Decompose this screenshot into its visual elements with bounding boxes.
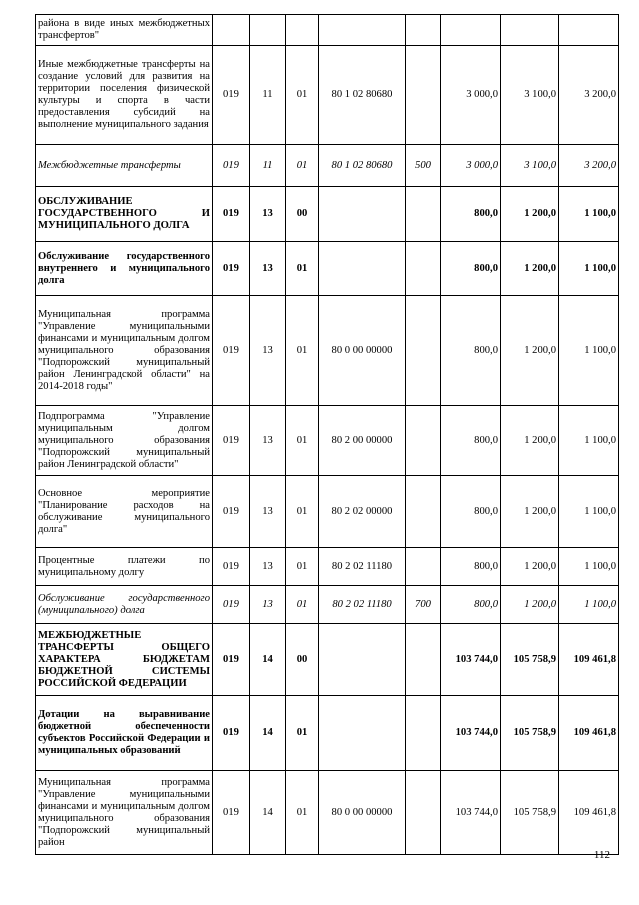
row-year1: 800,0	[441, 296, 501, 406]
row-name: Основное мероприятие "Планирование расходов на обслуживание муниципального долга"	[36, 476, 213, 548]
row-rz: 14	[250, 624, 286, 696]
row-year2: 1 200,0	[501, 187, 559, 242]
row-csr: 80 2 00 00000	[319, 406, 406, 476]
row-ved: 019	[213, 696, 250, 771]
row-year1: 800,0	[441, 476, 501, 548]
row-vr	[406, 406, 441, 476]
row-rz: 11	[250, 46, 286, 145]
row-vr	[406, 624, 441, 696]
row-year3: 1 100,0	[559, 586, 619, 624]
row-csr: 80 0 00 00000	[319, 296, 406, 406]
row-csr: 80 1 02 80680	[319, 46, 406, 145]
row-year3: 1 100,0	[559, 406, 619, 476]
row-csr	[319, 242, 406, 296]
table-row	[36, 586, 619, 624]
row-rz: 14	[250, 696, 286, 771]
row-name: Обслуживание государственного (муниципального) долга	[36, 586, 213, 624]
row-year3: 109 461,8	[559, 624, 619, 696]
row-rz: 13	[250, 586, 286, 624]
row-year3: 1 100,0	[559, 242, 619, 296]
row-name: района в виде иных межбюджетных трансфертов"	[36, 15, 213, 46]
row-name: ОБСЛУЖИВАНИЕ ГОСУДАРСТВЕННОГО И МУНИЦИПАЛЬНОГО ДОЛГА	[36, 187, 213, 242]
row-vr	[406, 771, 441, 855]
row-year3: 3 200,0	[559, 46, 619, 145]
row-year3: 109 461,8	[559, 696, 619, 771]
row-year1	[441, 15, 501, 46]
row-ved: 019	[213, 187, 250, 242]
row-ved: 019	[213, 548, 250, 586]
row-year1: 3 000,0	[441, 46, 501, 145]
row-year1: 103 744,0	[441, 771, 501, 855]
row-ved: 019	[213, 771, 250, 855]
row-ved	[213, 15, 250, 46]
row-year1: 103 744,0	[441, 624, 501, 696]
row-pr: 00	[286, 187, 319, 242]
row-pr: 01	[286, 586, 319, 624]
row-year3: 3 200,0	[559, 145, 619, 187]
row-year2	[501, 15, 559, 46]
row-ved: 019	[213, 145, 250, 187]
table-row	[36, 46, 619, 145]
row-csr: 80 2 02 00000	[319, 476, 406, 548]
row-year2: 105 758,9	[501, 696, 559, 771]
row-vr: 700	[406, 586, 441, 624]
row-name: МЕЖБЮДЖЕТНЫЕ ТРАНСФЕРТЫ ОБЩЕГО ХАРАКТЕРА БЮДЖЕТАМ БЮДЖЕТНОЙ СИСТЕМЫ РОССИЙСКОЙ ФЕДЕРАЦИИ	[36, 624, 213, 696]
row-pr: 01	[286, 548, 319, 586]
row-vr	[406, 242, 441, 296]
row-csr: 80 2 02 11180	[319, 548, 406, 586]
row-vr	[406, 548, 441, 586]
row-year2: 105 758,9	[501, 771, 559, 855]
row-name: Межбюджетные трансферты	[36, 145, 213, 187]
row-name: Иные межбюджетные трансферты на создание условий для развития на территории поселения физической культуры и спорта в части предоставления субсидий на выполнение муниципального задания	[36, 46, 213, 145]
row-rz: 13	[250, 476, 286, 548]
row-csr	[319, 624, 406, 696]
row-year3: 1 100,0	[559, 548, 619, 586]
row-csr: 80 1 02 80680	[319, 145, 406, 187]
row-year3: 1 100,0	[559, 476, 619, 548]
table-row	[36, 624, 619, 696]
row-rz: 13	[250, 548, 286, 586]
row-ved: 019	[213, 586, 250, 624]
row-ved: 019	[213, 296, 250, 406]
row-csr	[319, 187, 406, 242]
row-name: Муниципальная программа "Управление муниципальными финансами и муниципальным долгом муниципального образования "Подпорожский муниципальный район	[36, 771, 213, 855]
page-number: 112	[593, 849, 610, 861]
row-pr: 01	[286, 145, 319, 187]
row-year1: 3 000,0	[441, 145, 501, 187]
row-pr	[286, 15, 319, 46]
row-year1: 800,0	[441, 187, 501, 242]
table-row	[36, 15, 619, 46]
row-vr	[406, 296, 441, 406]
row-vr: 500	[406, 145, 441, 187]
table-row	[36, 406, 619, 476]
row-year2: 1 200,0	[501, 242, 559, 296]
row-csr: 80 0 00 00000	[319, 771, 406, 855]
row-ved: 019	[213, 476, 250, 548]
row-vr	[406, 696, 441, 771]
row-csr: 80 2 02 11180	[319, 586, 406, 624]
row-vr	[406, 476, 441, 548]
table-row	[36, 145, 619, 187]
row-name: Муниципальная программа "Управление муниципальными финансами и муниципальным долгом муниципального образования "Подпорожский муниципальный район Ленинградской области" на 2014-2018 годы"	[36, 296, 213, 406]
row-year2: 1 200,0	[501, 406, 559, 476]
row-name: Процентные платежи по муниципальному долгу	[36, 548, 213, 586]
table-row	[36, 296, 619, 406]
row-csr	[319, 696, 406, 771]
row-year3: 1 100,0	[559, 296, 619, 406]
row-year1: 800,0	[441, 242, 501, 296]
row-ved: 019	[213, 624, 250, 696]
row-name: Подпрограмма "Управление муниципальным долгом муниципального образования "Подпорожский муниципальный район Ленинградской области"	[36, 406, 213, 476]
row-year2: 105 758,9	[501, 624, 559, 696]
row-rz: 13	[250, 242, 286, 296]
row-csr	[319, 15, 406, 46]
row-pr: 00	[286, 624, 319, 696]
row-rz: 13	[250, 187, 286, 242]
row-year2: 1 200,0	[501, 548, 559, 586]
row-year2: 3 100,0	[501, 145, 559, 187]
row-year2: 1 200,0	[501, 296, 559, 406]
row-rz	[250, 15, 286, 46]
table-row	[36, 771, 619, 855]
row-year2: 1 200,0	[501, 476, 559, 548]
row-year1: 800,0	[441, 586, 501, 624]
row-pr: 01	[286, 771, 319, 855]
row-pr: 01	[286, 242, 319, 296]
row-rz: 11	[250, 145, 286, 187]
row-pr: 01	[286, 406, 319, 476]
row-year3: 109 461,8	[559, 771, 619, 855]
row-rz: 14	[250, 771, 286, 855]
table-row	[36, 187, 619, 242]
row-rz: 13	[250, 296, 286, 406]
row-ved: 019	[213, 406, 250, 476]
budget-table	[35, 14, 619, 855]
row-pr: 01	[286, 296, 319, 406]
row-pr: 01	[286, 476, 319, 548]
table-row	[36, 242, 619, 296]
row-vr	[406, 15, 441, 46]
row-year3: 1 100,0	[559, 187, 619, 242]
table-row	[36, 548, 619, 586]
row-year1: 800,0	[441, 406, 501, 476]
row-year3	[559, 15, 619, 46]
row-vr	[406, 46, 441, 145]
row-pr: 01	[286, 696, 319, 771]
row-year2: 3 100,0	[501, 46, 559, 145]
table-row	[36, 476, 619, 548]
row-ved: 019	[213, 242, 250, 296]
row-name: Обслуживание государственного внутреннего и муниципального долга	[36, 242, 213, 296]
row-year1: 800,0	[441, 548, 501, 586]
row-ved: 019	[213, 46, 250, 145]
row-name: Дотации на выравнивание бюджетной обеспеченности субъектов Российской Федерации и муниципальных образований	[36, 696, 213, 771]
row-pr: 01	[286, 46, 319, 145]
table-row	[36, 696, 619, 771]
row-year1: 103 744,0	[441, 696, 501, 771]
row-rz: 13	[250, 406, 286, 476]
row-year2: 1 200,0	[501, 586, 559, 624]
row-vr	[406, 187, 441, 242]
